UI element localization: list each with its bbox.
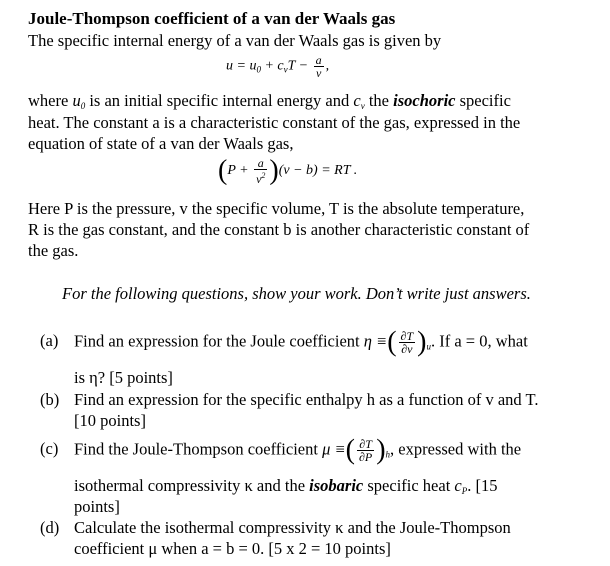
question-a <box>40 326 582 390</box>
question-d-label: (d) <box>40 518 60 537</box>
p1-cvsub: v <box>360 101 365 111</box>
qc-cpsub: P <box>461 486 468 496</box>
question-b-line1: Find an expression for the specific enthalpy h as a function of v and T. <box>74 390 539 409</box>
eq2-fraction <box>254 157 267 185</box>
question-d-line2: coefficient μ when a = b = 0. [5 x 2 = 10 points] <box>74 539 391 558</box>
qc-t3: isothermal compressivity κ and the <box>74 476 310 495</box>
question-c <box>40 434 582 518</box>
qa-num: ∂T <box>400 329 414 343</box>
eq1-sub0: 0 <box>256 64 261 75</box>
qa-open-paren: ( <box>387 326 397 358</box>
qc-close-paren: ) <box>376 434 386 466</box>
qc-sym: μ ≡ <box>322 439 346 459</box>
qc-num: ∂T <box>357 438 374 451</box>
qa-den: ∂v <box>401 342 413 356</box>
eq1-fraction <box>314 54 324 79</box>
question-b-label: (b) <box>40 390 60 409</box>
qc-cp: c <box>454 476 462 495</box>
question-b <box>40 389 582 433</box>
p1-isochoric: isochoric <box>393 91 456 110</box>
qa-sym: η ≡ <box>363 331 388 351</box>
question-c-line1 <box>74 434 581 466</box>
eq2-num: a <box>254 157 267 170</box>
question-a-label: (a) <box>40 331 59 350</box>
eq1-tail: , <box>325 58 330 74</box>
eq2-rest: (v − b) = RT . <box>278 163 358 179</box>
question-d-line1: Calculate the isothermal compressivity κ and the Joule-Thompson <box>74 518 511 537</box>
p1-t1: where <box>28 91 73 110</box>
instruction-text: For the following questions, show your work. Don’t write just answers. <box>62 284 531 303</box>
qa-close-paren: ) <box>417 326 427 358</box>
eq2-open-paren: ( <box>218 155 228 186</box>
question-d <box>40 517 582 561</box>
page-title: Joule-Thompson coefficient of a van der Waals gas <box>28 9 396 28</box>
para2-line3: the gas. <box>28 241 79 260</box>
qa-t2: . If a = 0, what <box>430 331 528 351</box>
question-c-line3: points] <box>74 497 120 516</box>
eq2-den-wrap <box>254 170 267 185</box>
qc-t5: . [15 <box>467 476 498 495</box>
eq1-num: a <box>315 53 322 67</box>
p1-t3: the <box>364 91 394 110</box>
intro-text: The specific internal energy of a van der Waals gas is given by <box>28 31 442 50</box>
eq1-subv: v <box>283 64 288 75</box>
qc-isobaric: isobaric <box>309 476 364 495</box>
qc-t4: specific heat <box>363 476 455 495</box>
question-b-line2: [10 points] <box>74 411 146 430</box>
para1-line2: heat. The constant a is a characteristic constant of the gas, expressed in the <box>28 113 521 132</box>
qc-sub: h <box>385 449 391 460</box>
question-c-label: (c) <box>40 439 59 458</box>
internal-energy-equation <box>226 54 329 81</box>
question-a-line2: is η? [5 points] <box>74 368 173 387</box>
eq2-den: v <box>256 172 262 186</box>
qc-open-paren: ( <box>345 434 355 466</box>
eq2-close-paren: ) <box>269 155 279 186</box>
van-der-waals-equation <box>218 157 357 185</box>
eq2-p: P + <box>227 163 249 179</box>
eq1-mid: + c <box>260 58 284 74</box>
para2-line1: Here P is the pressure, v the specific volume, T is the absolute temperature, <box>28 199 525 218</box>
p1-u0: u <box>72 91 81 110</box>
qc-fraction <box>357 438 374 463</box>
p1-t2: is an initial specific internal energy and <box>85 91 354 110</box>
para1-line3: equation of state of a van der Waals gas, <box>28 134 294 153</box>
qa-sub: u <box>426 341 431 352</box>
eq2-densup: 2 <box>261 171 266 180</box>
eq1-lhs: u = u <box>226 58 257 74</box>
p1-t4: specific <box>455 91 511 110</box>
eq1-t: T − <box>287 58 309 74</box>
eq1-den: v <box>315 66 322 80</box>
qc-t1: Find the Joule-Thompson coefficient <box>74 439 323 459</box>
qc-t2: , expressed with the <box>390 439 522 459</box>
qa-fraction <box>399 330 416 355</box>
qc-den: ∂P <box>358 450 373 464</box>
p1-cv: c <box>353 91 361 110</box>
qa-t1: Find an expression for the Joule coefficient <box>74 331 364 351</box>
question-a-line1 <box>74 326 581 358</box>
para2-line2: R is the gas constant, and the constant b is another characteristic constant of <box>28 220 530 239</box>
p1-u0sub: 0 <box>80 101 86 111</box>
